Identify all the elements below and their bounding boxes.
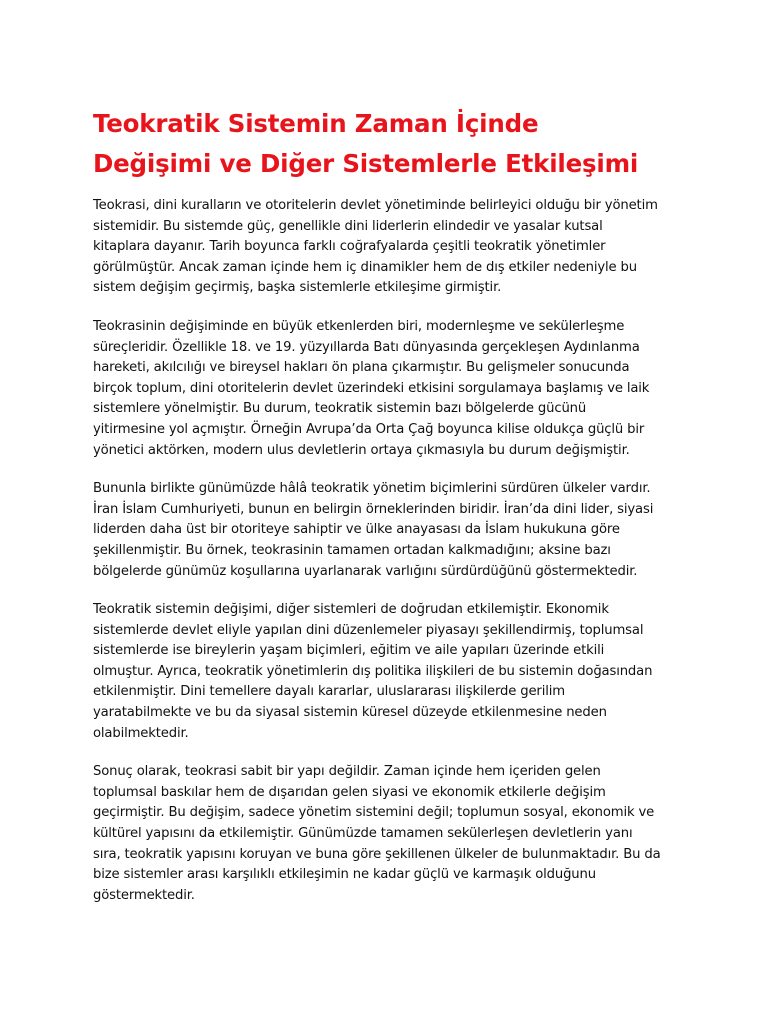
text-line: kültürel yapısını da etkilemiştir. Günümüzde tamamen sekülerleşen devletlerin yanı: [93, 826, 633, 842]
text-line: İran İslam Cumhuriyeti, bunun en belirgin örneklerinden biridir. İran’da dini lider, siyasi: [93, 501, 654, 517]
text-line: süreçleridir. Özellikle 18. ve 19. yüzyıllarda Batı dünyasında gerçekleşen Aydınlanma: [93, 339, 640, 355]
text-line: geçirmiştir. Bu değişim, sadece yönetim sistemini değil; toplumun sosyal, ekonomik ve: [93, 805, 655, 821]
title-line: Teokratik Sistemin Zaman İçinde: [93, 109, 539, 138]
text-line: sıra, teokratik yapısını koruyan ve buna göre şekillenen ülkeler de bulunmaktadır. Bu da: [93, 846, 661, 862]
text-line: kitaplara dayanır. Tarih boyunca farklı coğrafyalarda çeşitli teokratik yönetimler: [93, 239, 606, 255]
text-line: bize sistemler arası karşılıklı etkileşimin ne kadar güçlü ve karmaşık olduğunu: [93, 867, 596, 883]
text-line: Teokratik sistemin değişimi, diğer sistemleri de doğrudan etkilemiştir. Ekonomik: [93, 602, 609, 618]
document-title: [93, 104, 678, 184]
text-line: yitirmesine yol açmıştır. Örneğin Avrupa’da Orta Çağ boyunca kilise oldukça güçlü bir: [93, 421, 645, 437]
text-line: olabilmektedir.: [93, 725, 189, 741]
text-line: yönetici aktörken, modern ulus devletlerin ortaya çıkmasıyla bu durum değişmiştir.: [93, 442, 630, 458]
text-line: sistemidir. Bu sistemde güç, genellikle dini liderlerin elindedir ve yasalar kutsal: [93, 218, 603, 234]
text-line: Teokrasi, dini kuralların ve otoritelerin devlet yönetiminde belirleyici olduğu bir yönetim: [93, 198, 658, 213]
text-line: görülmüştür. Ancak zaman içinde hem iç dinamikler hem de dış etkiler nedeniyle bu: [93, 259, 637, 275]
text-line: Bununla birlikte günümüzde hâlâ teokratik yönetim biçimlerini sürdüren ülkeler vardır.: [93, 481, 651, 497]
text-line: toplumsal baskılar hem de dışarıdan gelen siyasi ve ekonomik etkilerle değişim: [93, 784, 606, 800]
text-line: sistemlerde ise bireylerin yaşam biçimleri, eğitim ve aile yapıları üzerinde etkili: [93, 643, 605, 659]
text-line: bölgelerde günümüz koşullarına uyarlanarak varlığını sürdürdüğünü göstermektedir.: [93, 563, 638, 579]
text-line: sistemlerde devlet eliyle yapılan dini düzenlemeler piyasayı şekillendirmiş, toplumsal: [93, 622, 644, 638]
document-page: [93, 104, 678, 924]
text-line: Sonuç olarak, teokrasi sabit bir yapı değildir. Zaman içinde hem içeriden gelen: [93, 764, 601, 780]
text-line: sistem değişim geçirmiş, başka sistemlerle etkileşime girmiştir.: [93, 280, 502, 296]
paragraph-system-interaction: [93, 600, 678, 744]
title-line: Değişimi ve Diğer Sistemlerle Etkileşimi: [93, 149, 639, 178]
text-line: birçok toplum, dini otoritelerin devlet üzerindeki etkisini sorgulamaya başlamış ve laik: [93, 380, 650, 396]
text-line: olmuştur. Ayrıca, teokratik yönetimlerin dış politika ilişkileri de bu sistemin doğasından: [93, 663, 653, 679]
text-line: sistemlere yönelmiştir. Bu durum, teokratik sistemin bazı bölgelerde gücünü: [93, 401, 587, 417]
text-line: şekillenmiştir. Bu örnek, teokrasinin tamamen ortadan kalkmadığını; aksine bazı: [93, 542, 611, 558]
text-line: etkilenmiştir. Dini temellere dayalı kararlar, uluslararası ilişkilerde gerilim: [93, 684, 565, 700]
text-line: hareketi, akılcılığı ve bireysel hakları ön plana çıkarmıştır. Bu gelişmeler sonucunda: [93, 360, 630, 376]
paragraph-modernization: [93, 317, 678, 461]
paragraph-iran-example: [93, 479, 678, 582]
text-line: liderden daha üst bir otoriteye sahiptir ve ülke anayasası da İslam hukukuna göre: [93, 522, 620, 538]
paragraph-conclusion: [93, 762, 678, 906]
text-line: Teokrasinin değişiminde en büyük etkenlerden biri, modernleşme ve sekülerleşme: [93, 318, 625, 334]
text-line: göstermektedir.: [93, 887, 195, 903]
paragraph-intro: [93, 196, 678, 299]
text-line: yaratabilmekte ve bu da siyasal sistemin küresel düzeyde etkilenmesine neden: [93, 705, 607, 721]
